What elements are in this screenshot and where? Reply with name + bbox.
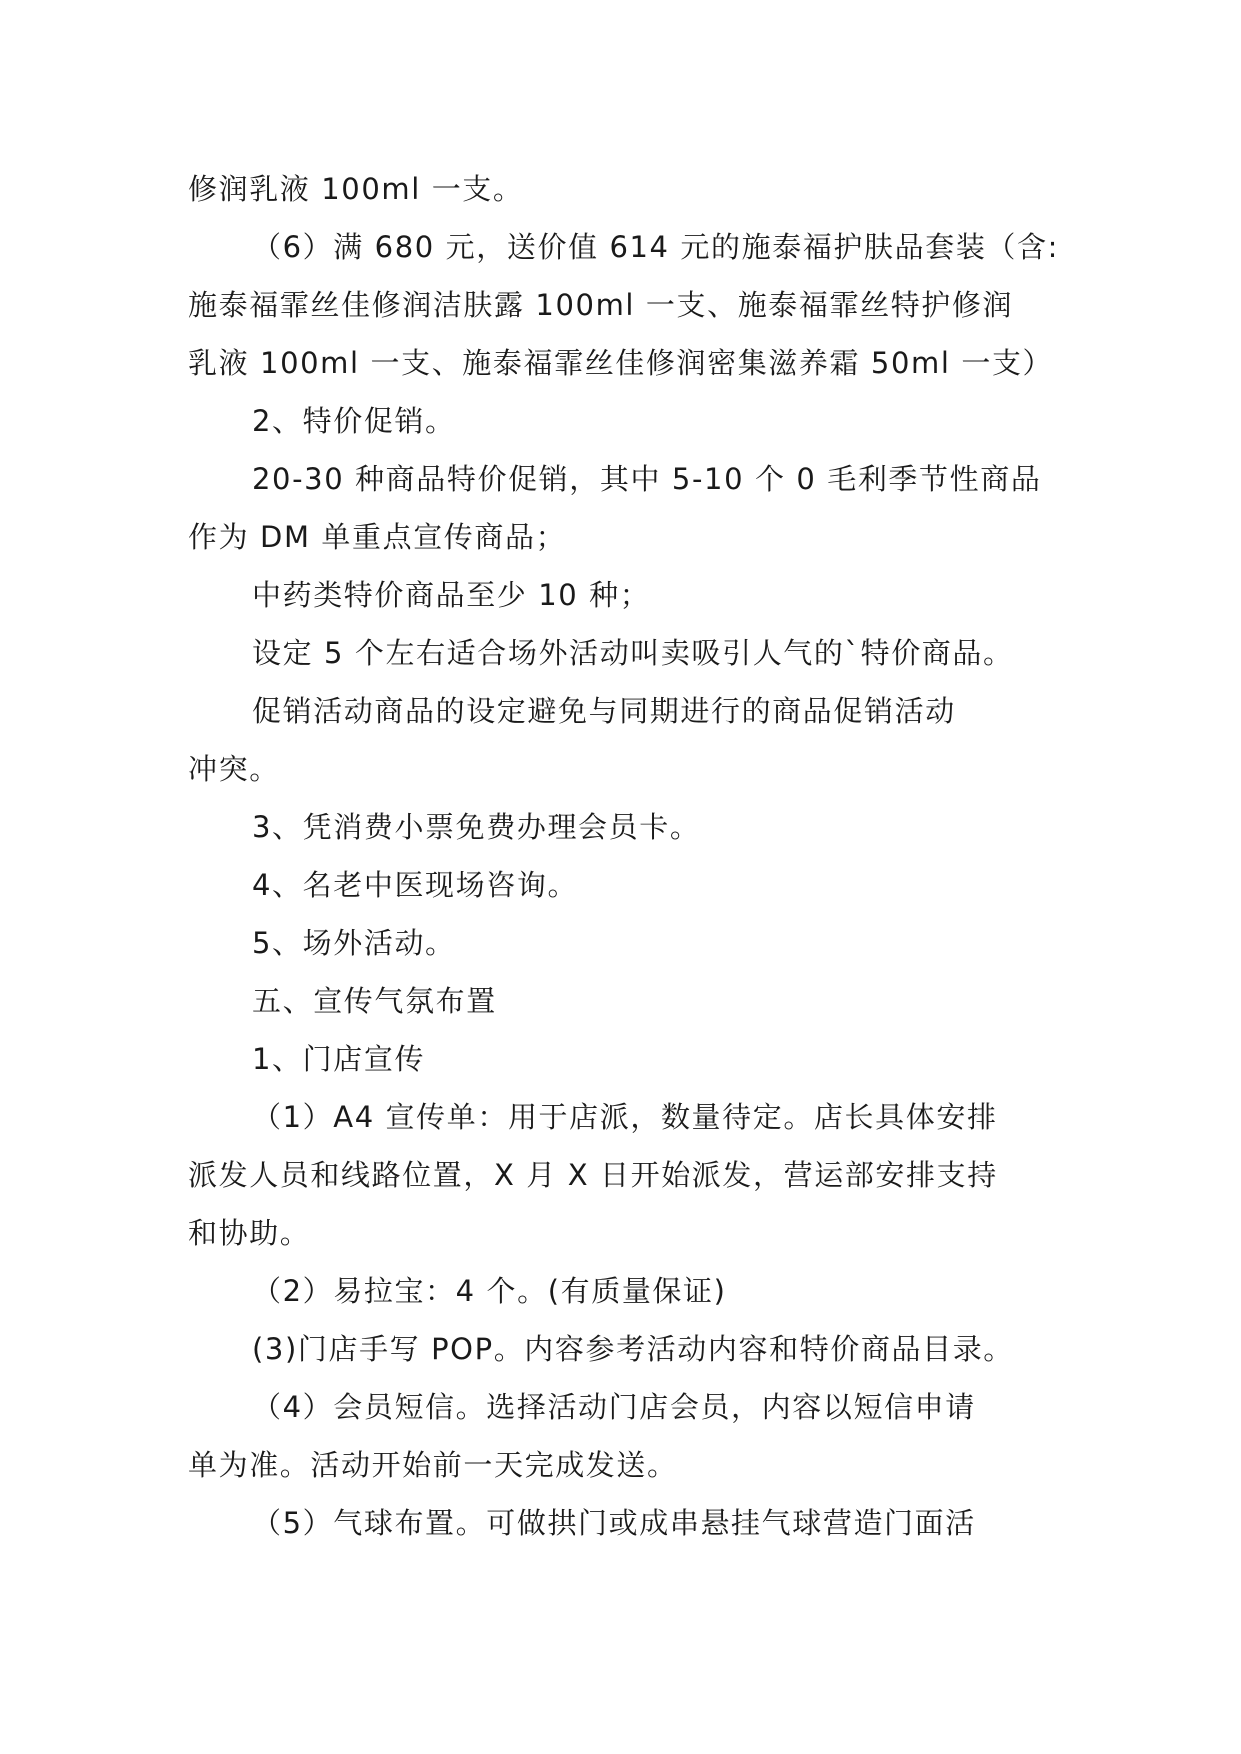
- text-line: 设定 5 个左右适合场外活动叫卖吸引人气的`特价商品。: [252, 636, 1014, 670]
- text-line: （5）气球布置。可做拱门或成串悬挂气球营造门面活: [252, 1506, 976, 1540]
- text-line: 促销活动商品的设定避免与同期进行的商品促销活动: [252, 694, 956, 728]
- text-line: 施泰福霏丝佳修润洁肤露 100ml 一支、施泰福霏丝特护修润: [188, 288, 1014, 322]
- text-line: （4）会员短信。选择活动门店会员，内容以短信申请: [252, 1390, 976, 1424]
- text-line: (3)门店手写 POP。内容参考活动内容和特价商品目录。: [252, 1332, 1014, 1366]
- text-line: 中药类特价商品至少 10 种；: [252, 578, 651, 612]
- text-line: 20-30 种商品特价促销，其中 5-10 个 0 毛利季节性商品: [252, 462, 1042, 496]
- section-heading: 2、特价促销。: [252, 404, 456, 438]
- text-line: 和协助。: [188, 1216, 311, 1250]
- section-heading: 3、凭消费小票免费办理会员卡。: [252, 810, 701, 844]
- section-heading: 1、门店宣传: [252, 1042, 426, 1076]
- text-line: （1）A4 宣传单：用于店派，数量待定。店长具体安排: [252, 1100, 998, 1134]
- section-heading: 4、名老中医现场咨询。: [252, 868, 579, 902]
- text-line: 单为准。活动开始前一天完成发送。: [188, 1448, 678, 1482]
- text-line: 修润乳液 100ml 一支。: [188, 172, 524, 206]
- text-line: 乳液 100ml 一支、施泰福霏丝佳修润密集滋养霜 50ml 一支）: [188, 346, 1054, 380]
- section-heading: 5、场外活动。: [252, 926, 456, 960]
- text-line: 作为 DM 单重点宣传商品；: [188, 520, 567, 554]
- text-line: （2）易拉宝：4 个。(有质量保证): [252, 1274, 727, 1308]
- text-line: 冲突。: [188, 752, 280, 786]
- text-line: （6）满 680 元，送价值 614 元的施泰福护肤品套装（含:: [252, 230, 1059, 264]
- document-body: [188, 160, 1068, 1552]
- chapter-heading: 五、宣传气氛布置: [252, 984, 497, 1018]
- text-line: 派发人员和线路位置，X 月 X 日开始派发，营运部安排支持: [188, 1158, 998, 1192]
